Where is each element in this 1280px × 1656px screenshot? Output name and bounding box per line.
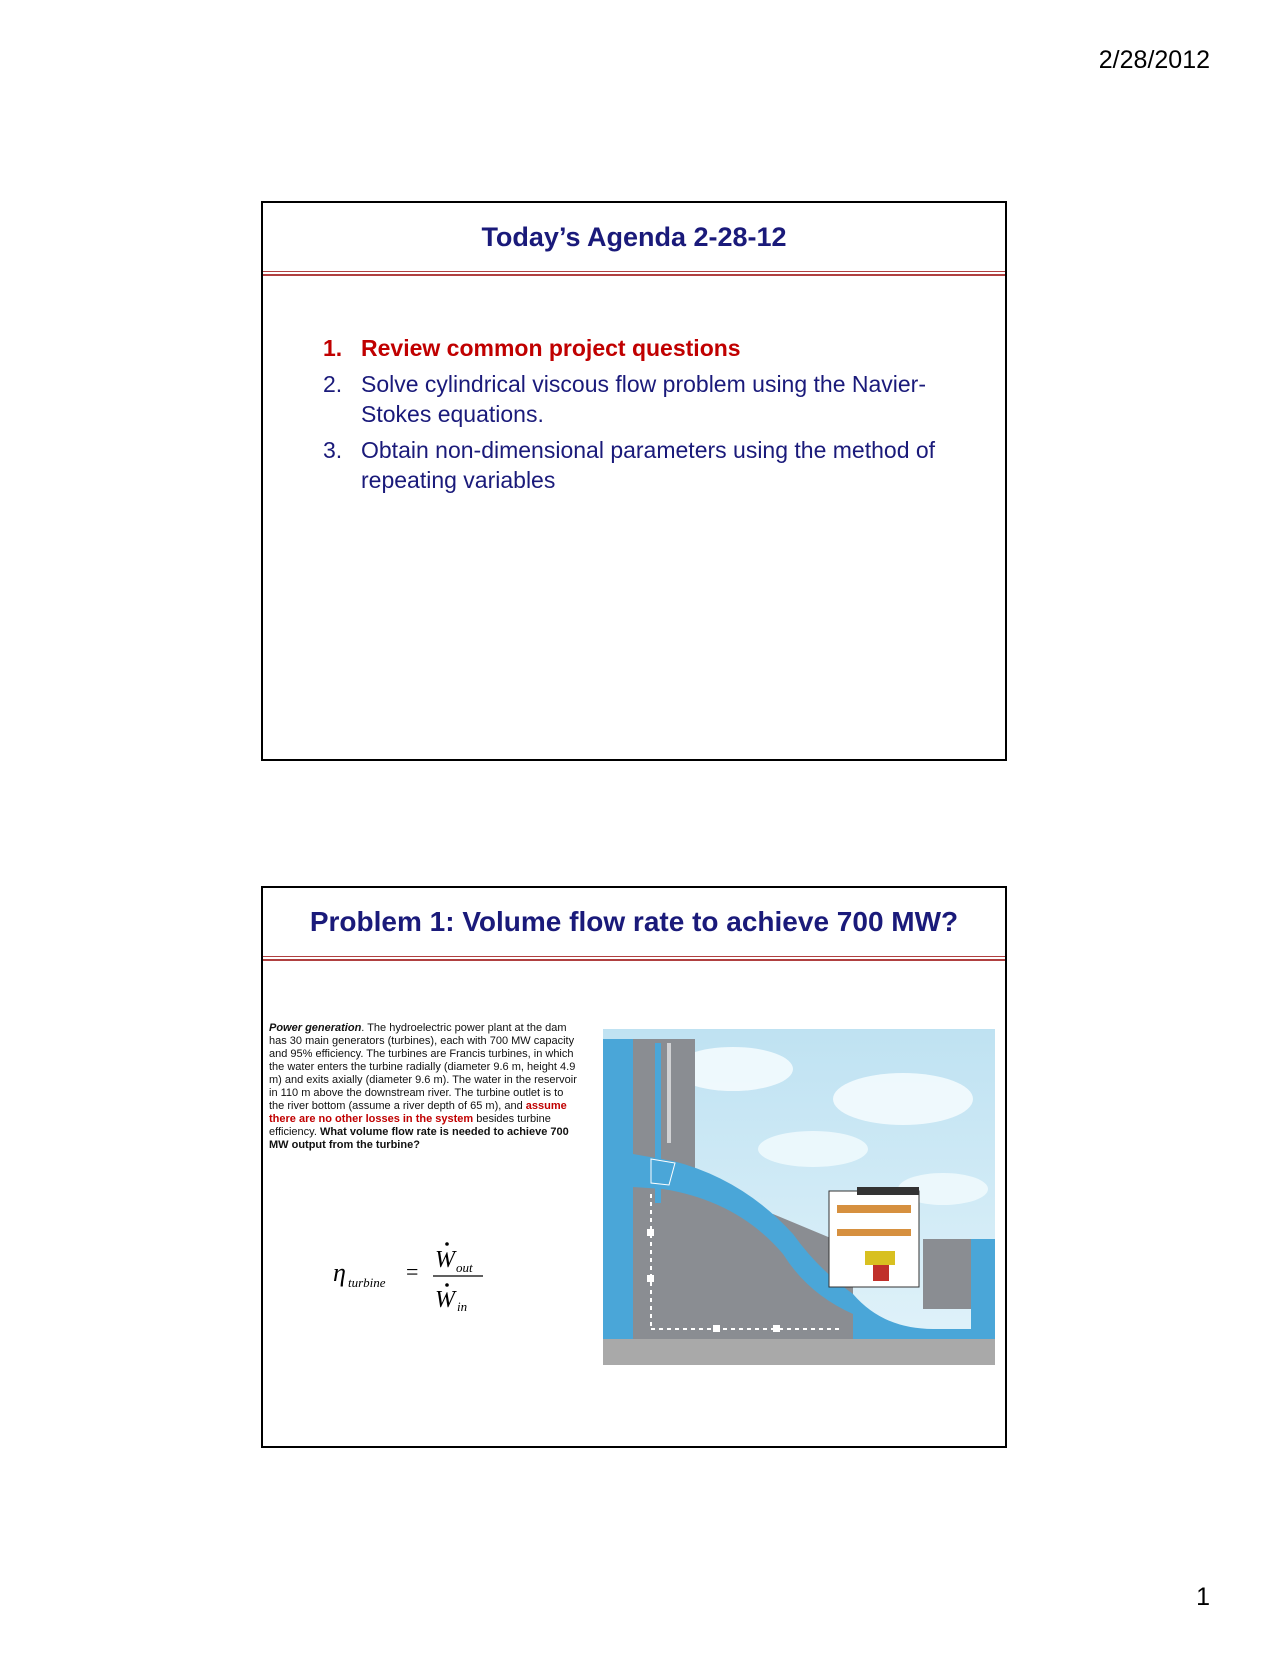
ground (603, 1339, 995, 1365)
problem-body-after: besides turbine efficiency. (269, 1113, 551, 1138)
problem-assumption: assume there are no other losses in the system (269, 1100, 567, 1125)
page-date: 2/28/2012 (1098, 46, 1210, 74)
agenda-item-number: 2. (323, 371, 343, 397)
slide-title: Problem 1: Volume flow rate to achieve 700 MW? (263, 888, 1005, 957)
gallery-marker (713, 1325, 720, 1332)
agenda-item-number: 1. (323, 335, 343, 361)
downstream-river (971, 1239, 995, 1329)
page-number: 1 (1196, 1583, 1210, 1611)
numerator-symbol: W (435, 1247, 455, 1273)
numerator-dot (445, 1242, 449, 1246)
eta-symbol: η (333, 1258, 346, 1287)
title-divider (263, 274, 1005, 276)
equals-sign: = (406, 1259, 419, 1284)
agenda-item-text: Review common project questions (361, 335, 741, 361)
problem-slide (261, 886, 1007, 1448)
numerator-subscript: out (456, 1260, 473, 1275)
crane-beam (837, 1205, 911, 1213)
agenda-list (323, 333, 963, 501)
generator (865, 1251, 895, 1265)
gallery-marker (647, 1229, 654, 1236)
hydroelectric-dam-diagram (603, 1029, 995, 1365)
crane-beam (837, 1229, 911, 1236)
problem-lead: Power generation (269, 1022, 362, 1034)
problem-question: What volume flow rate is needed to achieve 700 MW output from the turbine? (269, 1126, 569, 1151)
intake-shaft (667, 1043, 671, 1143)
cloud (833, 1073, 973, 1125)
problem-body: . The hydroelectric power plant at the dam has 30 main generators (turbines), each with 700 MW capacity and 95% efficiency. The turbines are Francis turbines, in which the water enters the turbine radially (diameter 9.6 m, height 4.9 m) and exits axially (diameter 9.6 m). The water in the reservoir in 110 m above the downstream river. The turbine outlet is to the river bottom (assume a river depth of 65 m), and (269, 1022, 577, 1112)
agenda-item-text: Solve cylindrical viscous flow problem using the Navier-Stokes equations. (361, 371, 927, 427)
reservoir-water (603, 1039, 633, 1339)
slide-title: Today’s Agenda 2-28-12 (263, 203, 1005, 272)
title-divider (263, 959, 1005, 961)
tailrace-structure (923, 1239, 971, 1309)
gallery-marker (647, 1275, 654, 1282)
powerhouse-roof (857, 1187, 919, 1195)
denominator-subscript: in (457, 1299, 468, 1311)
agenda-item-number: 3. (323, 437, 343, 463)
turbine (873, 1265, 889, 1281)
agenda-item (323, 369, 963, 429)
agenda-item (323, 333, 963, 363)
eta-subscript: turbine (348, 1275, 386, 1290)
problem-statement (269, 1022, 581, 1152)
agenda-item (323, 435, 963, 495)
cloud (758, 1131, 868, 1167)
efficiency-equation (333, 1231, 493, 1311)
gallery-marker (773, 1325, 780, 1332)
agenda-slide (261, 201, 1007, 761)
denominator-symbol: W (435, 1287, 455, 1311)
agenda-item-text: Obtain non-dimensional parameters using the method of repeating variables (361, 437, 936, 493)
